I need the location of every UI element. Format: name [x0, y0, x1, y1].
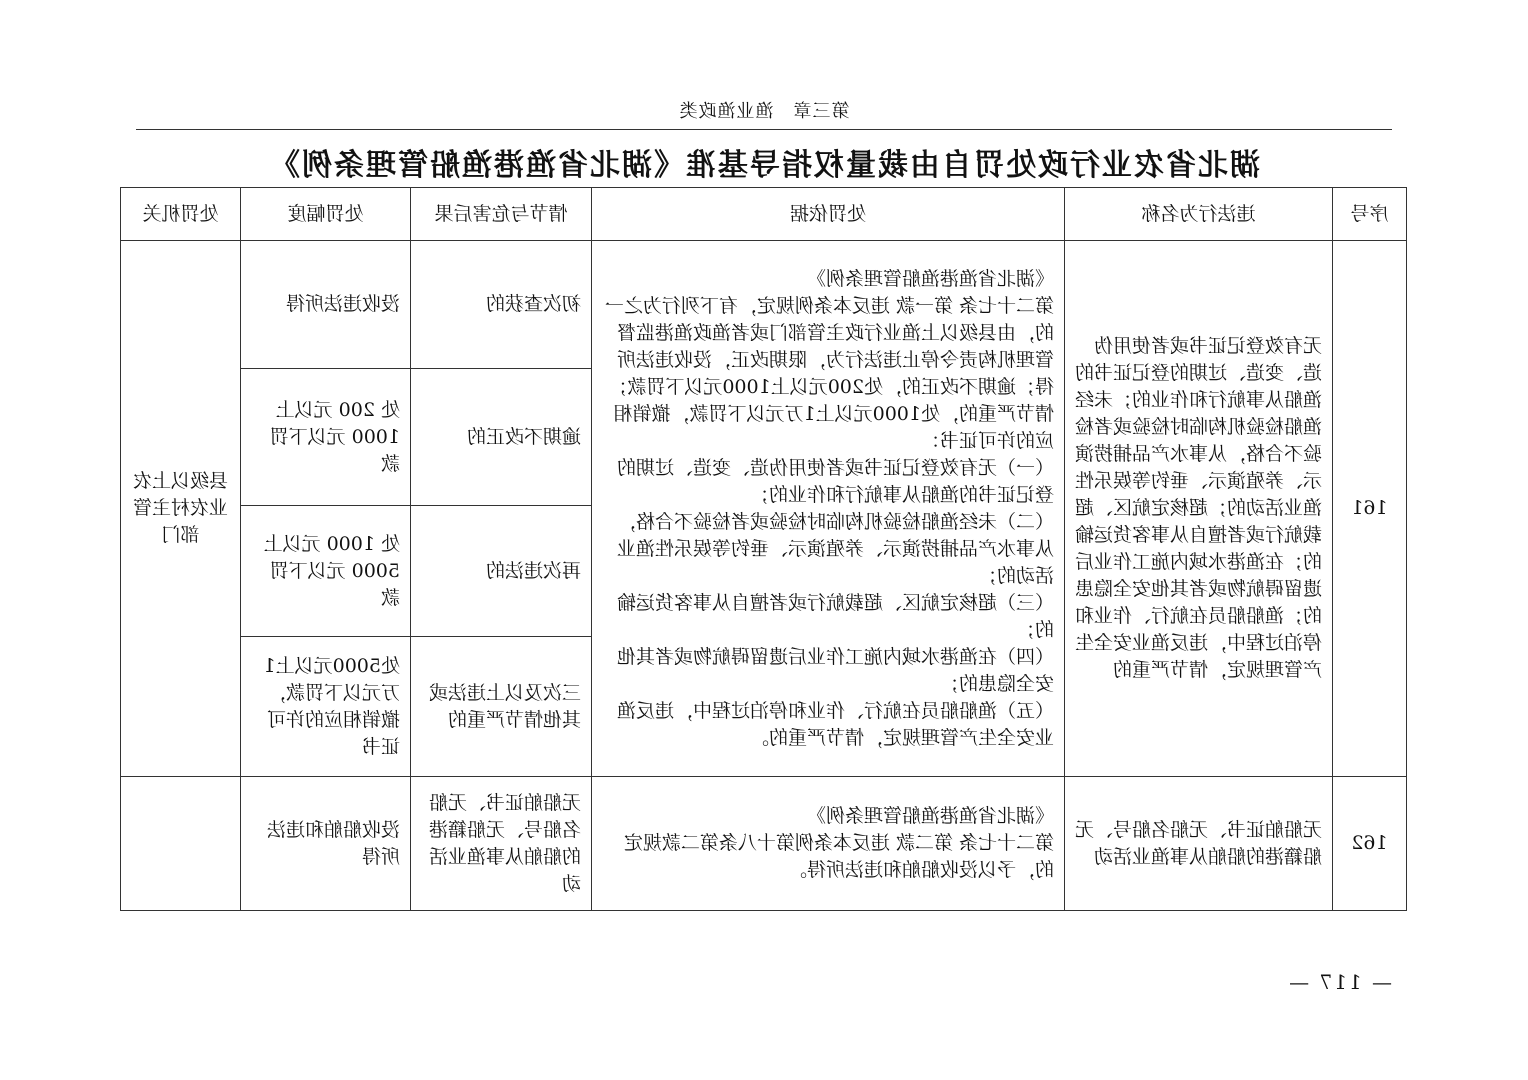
row-161-tier-3-range: 处 1000 元以上 5000 元以下罚款: [241, 506, 411, 637]
table-row: [121, 241, 1407, 369]
row-162-basis: [592, 777, 1065, 911]
row-161-tier-3-circumstance: 再次违法的: [411, 506, 592, 637]
table-header-row: [121, 188, 1407, 241]
header-rule: [136, 129, 1392, 130]
table-row: [121, 777, 1407, 911]
row-161-authority: 县级以上农业农村主管部门: [121, 241, 241, 777]
basis-line: （五）渔船船员在航行、作业和停泊过程中，违反渔业安全生产管理规定，情节严重的。: [616, 699, 1054, 749]
basis-line: 《湖北省渔港渔船管理条例》: [806, 267, 1054, 290]
running-header: 第三章 渔业渔政类: [678, 101, 850, 122]
page-number: — 117 —: [1287, 970, 1392, 994]
row-162-circumstance: 无船舶证书、无船名船号、无船籍港的船舶从事渔业活动: [411, 777, 592, 911]
row-161-tier-2-range: 处 200 元以上 1000 元以下罚款: [241, 369, 411, 506]
document-title: 湖北省农业行政处罚自由裁量权指导基准《湖北省渔港渔船管理条例》: [268, 148, 1260, 183]
row-161-behavior: 无有效登记证书或者使用伪造、变造、过期的登记证书的渔船从事航行和作业的；未经渔船检验机构临时检验或者检验不合格，从事水产品捕捞演示、养殖演示、垂钓等娱乐性渔业活动的；超核定航区、超载航行或者擅自从事客货运输的；在渔港水域内施工作业后遗留碍航物或者其他安全隐患的；渔船船员在航行、作业和停泊过程中，违反渔业安全生产管理规定，情节严重的: [1065, 241, 1333, 777]
basis-line: （四）在渔港水域内施工作业后遗留碍航物或者其他安全隐患的；: [616, 645, 1054, 695]
row-161-tier-1-range: 没收违法所得: [241, 241, 411, 369]
row-161-seq: 161: [1333, 241, 1407, 777]
row-161-basis: [592, 241, 1065, 777]
header-range: 处罚幅度: [241, 188, 411, 241]
basis-line: 第二十七条 第二款 违反本条例第十八条第二款规定的，予以没收船舶和违法所得。: [623, 832, 1054, 881]
basis-line: （一）无有效登记证书或者使用伪造、变造、过期的登记证书的渔船从事航行和作业的；: [616, 456, 1054, 506]
row-162-range: 没收船舶和违法所得: [241, 777, 411, 911]
basis-line: （二）未经渔船检验机构临时检验或者检验不合格，从事水产品捕捞演示、养殖演示、垂钓等娱乐性渔业活动的；: [616, 510, 1054, 587]
header-basis: 处罚依据: [592, 188, 1065, 241]
basis-line: 第二十七条 第一款 违反本条例规定，有下列行为之一的，由县级以上渔业行政主管部门或者渔政渔港监督管理机构责令停止违法行为，限期改正，没收违法所得；逾期不改正的，处200元以上1000元以下罚款；情节严重的，处1000元以上1万元以下罚款，撤销相应的许可证书：: [604, 294, 1054, 452]
row-161-tier-4-circumstance: 三次及以上违法或其他情节严重的: [411, 637, 592, 777]
header-seq: 序号: [1333, 188, 1407, 241]
basis-line: （三）超核定航区、超载航行或者擅自从事客货运输的；: [616, 591, 1054, 641]
row-161-tier-4-range: 处5000元以上1万元以下罚款，撤销相应的许可证书: [241, 637, 411, 777]
row-162-seq: 162: [1333, 777, 1407, 911]
row-162-behavior: 无船舶证书、无船名船号、无船籍港的船舶从事渔业活动: [1065, 777, 1333, 911]
header-circumstance: 情节与危害后果: [411, 188, 592, 241]
header-authority: 处罚机关: [121, 188, 241, 241]
header-behavior: 违法行为名称: [1065, 188, 1333, 241]
row-161-tier-2-circumstance: 逾期不改正的: [411, 369, 592, 506]
row-162-authority: [121, 777, 241, 911]
penalty-table: [120, 187, 1407, 911]
basis-line: 《湖北省渔港渔船管理条例》: [806, 805, 1054, 827]
row-161-tier-1-circumstance: 初次查获的: [411, 241, 592, 369]
